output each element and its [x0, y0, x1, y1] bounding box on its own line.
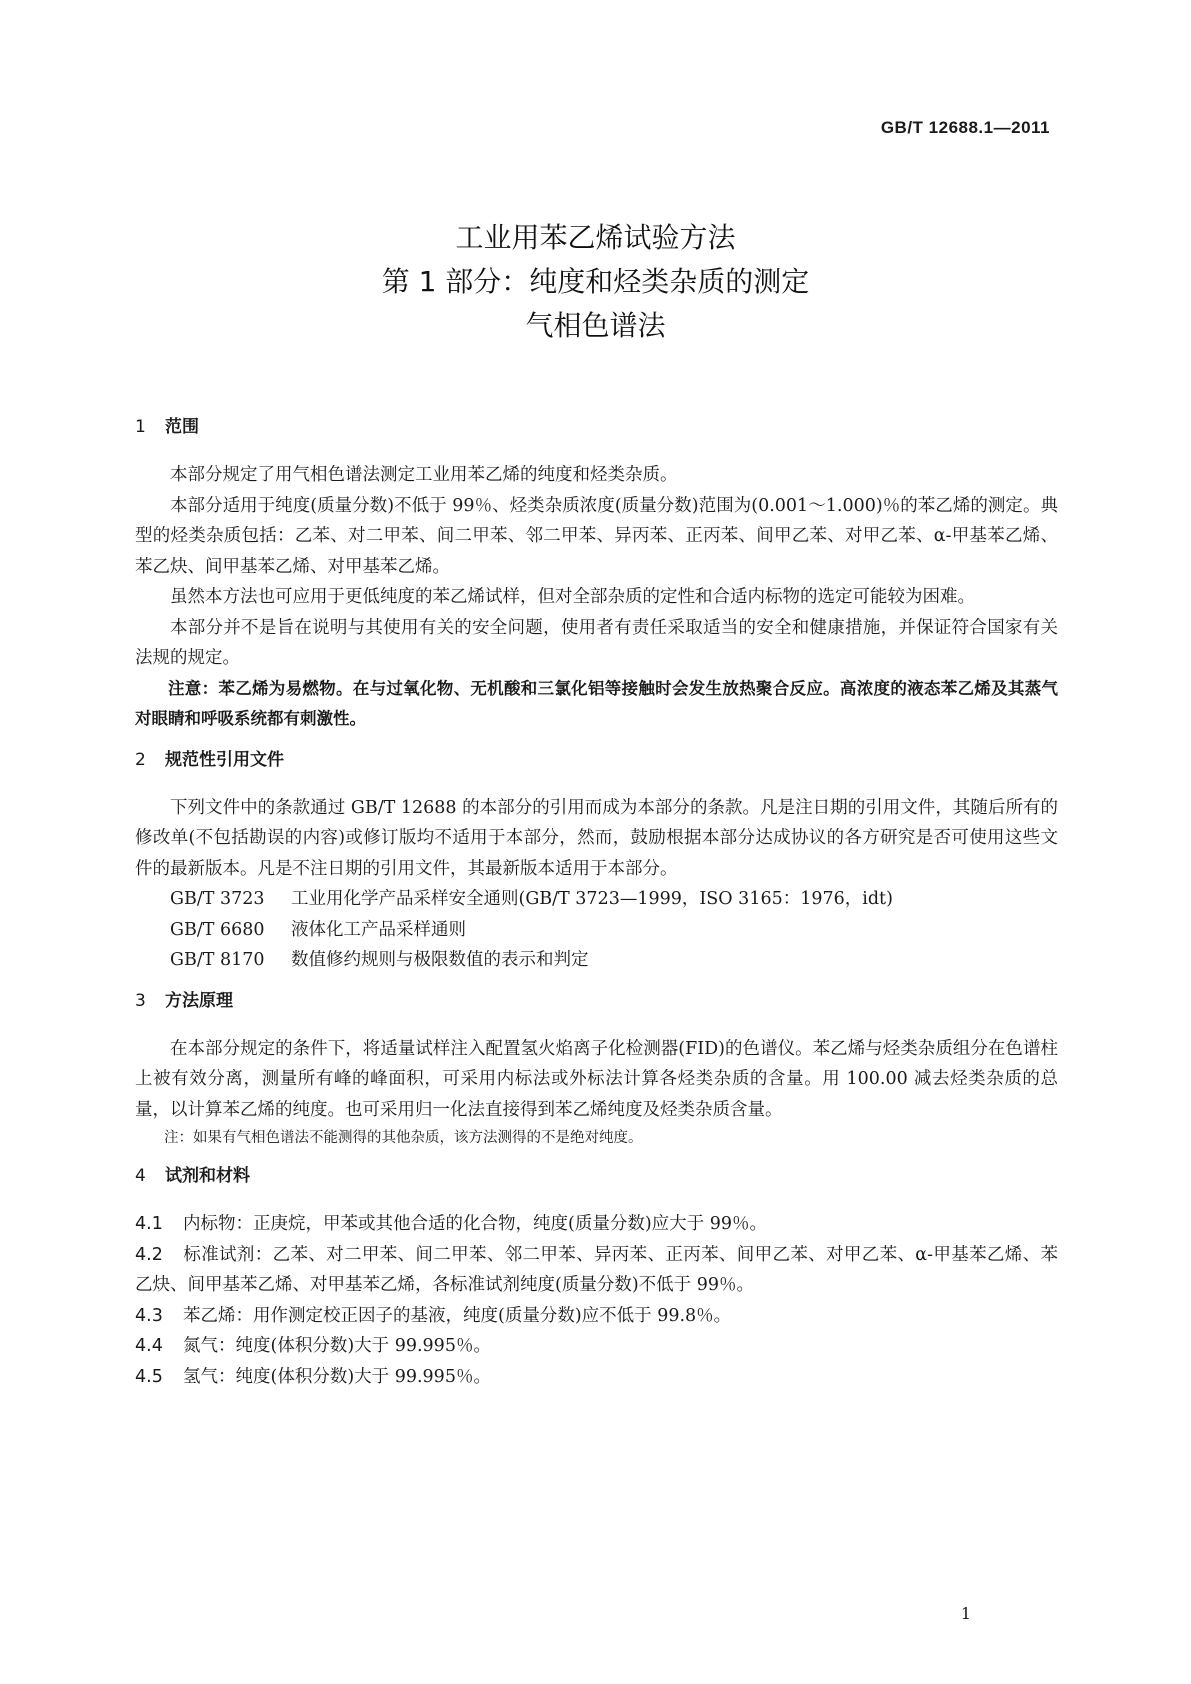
- section-heading-scope: [135, 414, 1058, 440]
- clause-text: 氮气：纯度(体积分数)大于 99.995％。: [183, 1336, 491, 1356]
- clause-item: [135, 1331, 1058, 1362]
- reference-title: 数值修约规则与极限数值的表示和判定: [291, 950, 589, 970]
- reference-title: 工业用化学产品采样安全通则(GB/T 3723—1999，ISO 3165：1976，idt): [291, 889, 893, 909]
- clause-text: 氢气：纯度(体积分数)大于 99.995％。: [183, 1366, 491, 1387]
- section-number: 1: [135, 417, 146, 437]
- section-heading-normative-references: [135, 747, 1058, 773]
- paragraph: 本部分适用于纯度(质量分数)不低于 99％、烃类杂质浓度(质量分数)范围为(0.001～1.000)％的苯乙烯的测定。典型的烃类杂质包括：乙苯、对二甲苯、间二甲苯、邻二甲苯、异丙苯、正丙苯、间甲乙苯、对甲乙苯、α-甲基苯乙烯、苯乙炔、间甲基苯乙烯、对甲基苯乙烯。: [135, 495, 1058, 577]
- section-number: 4: [135, 1166, 146, 1186]
- title-line-1: 工业用苯乙烯试验方法: [455, 221, 736, 254]
- clause-number: 4.2: [135, 1244, 163, 1265]
- page-number: 1: [960, 1604, 971, 1623]
- clause-text: 苯乙烯：用作测定校正因子的基液，纯度(质量分数)应不低于 99.8％。: [183, 1305, 732, 1326]
- clause-item: [135, 1209, 1058, 1240]
- paragraph: 下列文件中的条款通过 GB/T 12688 的本部分的引用而成为本部分的条款。凡是注日期的引用文件，其随后所有的修改单(不包括勘误的内容)或修订版均不适用于本部分，然而，鼓励根据本部分达成协议的各方研究是否可使用这些文件的最新版本。凡是不注日期的引用文件，其最新版本适用于本部分。: [135, 797, 1058, 879]
- paragraph: 本部分并不是旨在说明与其使用有关的安全问题，使用者有责任采取适当的安全和健康措施，并保证符合国家有关法规的规定。: [135, 617, 1058, 668]
- reference-item: [135, 884, 1058, 915]
- standard-code: GB/T 12688.1—2011: [880, 118, 1050, 137]
- clause-number: 4.5: [135, 1366, 163, 1387]
- clause-item: [135, 1362, 1058, 1393]
- title-line-2: 第 1 部分：纯度和烃类杂质的测定: [381, 265, 810, 298]
- section-title: 范围: [165, 417, 199, 437]
- clause-number: 4.4: [135, 1336, 163, 1356]
- section-number: 2: [135, 749, 146, 770]
- clause-number: 4.3: [135, 1305, 163, 1326]
- clause-text: 内标物：正庚烷，甲苯或其他合适的化合物，纯度(质量分数)应大于 99％。: [183, 1214, 767, 1234]
- clause-item: [135, 1240, 1058, 1301]
- section-title: 规范性引用文件: [165, 749, 284, 770]
- reference-item: [135, 915, 1058, 946]
- reference-code: GB/T 8170: [170, 950, 265, 970]
- document-title: [0, 216, 1191, 348]
- reference-item: [135, 945, 1058, 976]
- clause-item: [135, 1301, 1058, 1332]
- title-line-3: 气相色谱法: [525, 309, 666, 342]
- section-heading-reagents: [135, 1163, 1058, 1189]
- section-title: 方法原理: [165, 990, 233, 1011]
- section-title: 试剂和材料: [165, 1166, 250, 1186]
- paragraph: 虽然本方法也可应用于更低纯度的苯乙烯试样，但对全部杂质的定性和合适内标物的选定可能较为困难。: [170, 587, 975, 607]
- reference-code: GB/T 3723: [170, 889, 265, 909]
- section-number: 3: [135, 990, 146, 1011]
- section-heading-principle: [135, 988, 1058, 1014]
- paragraph: 本部分规定了用气相色谱法测定工业用苯乙烯的纯度和烃类杂质。: [170, 465, 678, 485]
- safety-warning: 注意：苯乙烯为易燃物。在与过氧化物、无机酸和三氯化铝等接触时会发生放热聚合反应。高浓度的液态苯乙烯及其蒸气对眼睛和呼吸系统都有刺激性。: [135, 678, 1058, 728]
- note: 注：如果有气相色谱法不能测得的其他杂质，该方法测得的不是绝对纯度。: [164, 1130, 643, 1146]
- clause-text: 标准试剂：乙苯、对二甲苯、间二甲苯、邻二甲苯、异丙苯、正丙苯、间甲乙苯、对甲乙苯、α-甲基苯乙烯、苯乙炔、间甲基苯乙烯、对甲基苯乙烯，各标准试剂纯度(质量分数)不低于 99％。: [135, 1244, 1058, 1295]
- paragraph: 在本部分规定的条件下，将适量试样注入配置氢火焰离子化检测器(FID)的色谱仪。苯乙烯与烃类杂质组分在色谱柱上被有效分离，测量所有峰的峰面积，可采用内标法或外标法计算各烃类杂质的含量。用 100.00 减去烃类杂质的总量，以计算苯乙烯的纯度。也可采用归一化法直接得到苯乙烯纯度及烃类杂质含量。: [135, 1038, 1058, 1120]
- reference-code: GB/T 6680: [170, 919, 265, 940]
- clause-number: 4.1: [135, 1214, 163, 1234]
- reference-title: 液体化工产品采样通则: [291, 919, 466, 940]
- document-body: [135, 414, 1058, 1392]
